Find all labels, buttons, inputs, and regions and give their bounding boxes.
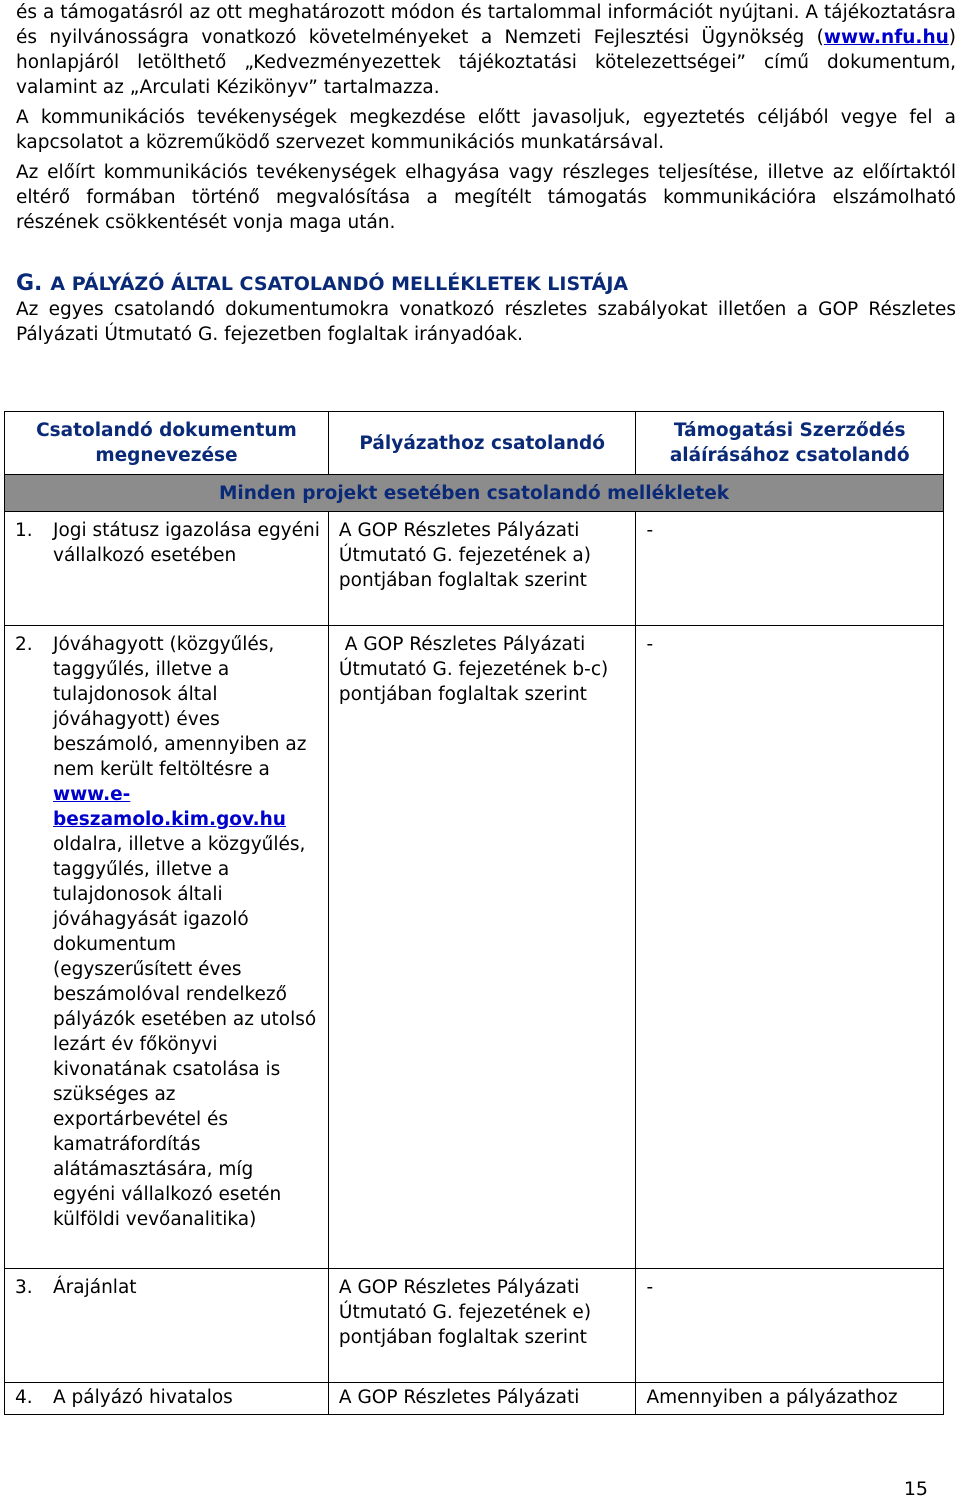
row-document-text: Jóváhagyott (közgyűlés, taggyűlés, illetve a tulajdonosok által jóváhagyott) éves beszámoló, amennyiben az nem került feltöltésre a: [53, 634, 307, 780]
row-contract: -: [646, 1277, 654, 1298]
row-contract: Amennyiben a pályázathoz: [646, 1387, 898, 1408]
paragraph-penalty: Az előírt kommunikációs tevékenységek elhagyása vagy részleges teljesítése, illetve az előírtaktól eltérő formában történő megvalósítása a megítélt támogatás kommunikációra elszámolható részének csökkentését vonja maga után.: [16, 162, 956, 233]
header-contract: Támogatási Szerződés aláírásához csatolandó: [636, 412, 944, 475]
paragraph-text: ) honlapjáról letölthető „Kedvezményezettek tájékoztatási kötelezettségei” című dokumentum, valamint az „Arculati Kézikönyv” tartalmazza.: [16, 27, 956, 98]
table-row: [5, 626, 944, 1269]
row-number: 2.: [15, 634, 33, 655]
table-row: [5, 1269, 944, 1383]
row-number: 3.: [15, 1277, 33, 1298]
row-document: Árajánlat: [53, 1277, 137, 1298]
row-application: A GOP Részletes Pályázati: [338, 1387, 580, 1408]
section-heading: [16, 271, 956, 297]
header-document: Csatolandó dokumentum megnevezése: [5, 412, 329, 475]
paragraph-text: és a támogatásról az ott meghatározott módon és tartalommal információt nyújtani. A tájékoztatásra és nyilvánosságra vonatkozó követelményeket a Nemzeti Fejlesztési Ügynökség (: [16, 2, 956, 48]
paragraph-contact: A kommunikációs tevékenységek megkezdése előtt javasoljuk, egyeztetés céljából vegye fel a kapcsolatot a közreműködő szervezet kommunikációs munkatársával.: [16, 107, 956, 153]
row-application: A GOP Részletes Pályázati Útmutató G. fejezetének e) pontjában foglaltak szerint: [338, 1277, 592, 1348]
row-document: [53, 632, 320, 1232]
header-application: Pályázathoz csatolandó: [328, 412, 636, 475]
row-contract: -: [646, 634, 654, 655]
row-number: 1.: [15, 520, 33, 541]
table-section-row: [5, 475, 944, 512]
row-application: A GOP Részletes Pályázati Útmutató G. fejezetének a) pontjában foglaltak szerint: [338, 520, 591, 591]
section-title: A PÁLYÁZÓ ÁLTAL CSATOLANDÓ MELLÉKLETEK LISTÁJA: [50, 273, 629, 295]
document-page: [16, 0, 956, 347]
row-application: A GOP Részletes Pályázati Útmutató G. fejezetének b-c) pontjában foglaltak szerint: [338, 634, 615, 705]
paragraph-communication-info: [16, 0, 956, 100]
page-number: 15: [903, 1478, 928, 1500]
row-document-text: oldalra, illetve a közgyűlés, taggyűlés, illetve a tulajdonosok általi jóváhagyását igazoló dokumentum (egyszerűsített éves beszámolóval rendelkező pályázók esetében az utolsó lezárt év főkönyvi kivonatának csatolása is szükséges az exportárbevétel és kamatráfordítás alátámasztására, míg egyéni vállalkozó esetén külföldi vevőanalitika): [53, 834, 317, 1230]
table-row: [5, 1383, 944, 1415]
section-letter: G.: [16, 271, 43, 296]
row-number: 4.: [15, 1387, 33, 1408]
row-document: Jogi státusz igazolása egyéni vállalkozó esetében: [53, 520, 320, 566]
e-beszamolo-link[interactable]: www.e-beszamolo.kim.gov.hu: [53, 784, 286, 830]
attachments-table: [4, 411, 944, 1415]
section-row-label: Minden projekt esetében csatolandó mellékletek: [5, 475, 944, 512]
nfu-link[interactable]: www.nfu.hu: [823, 27, 949, 48]
row-contract: -: [646, 520, 654, 541]
section-intro: Az egyes csatolandó dokumentumokra vonatkozó részletes szabályokat illetően a GOP Részletes Pályázati Útmutató G. fejezetben foglaltak irányadóak.: [16, 299, 956, 345]
table-header-row: [5, 412, 944, 475]
row-document: A pályázó hivatalos: [53, 1387, 233, 1408]
table-row: [5, 512, 944, 626]
